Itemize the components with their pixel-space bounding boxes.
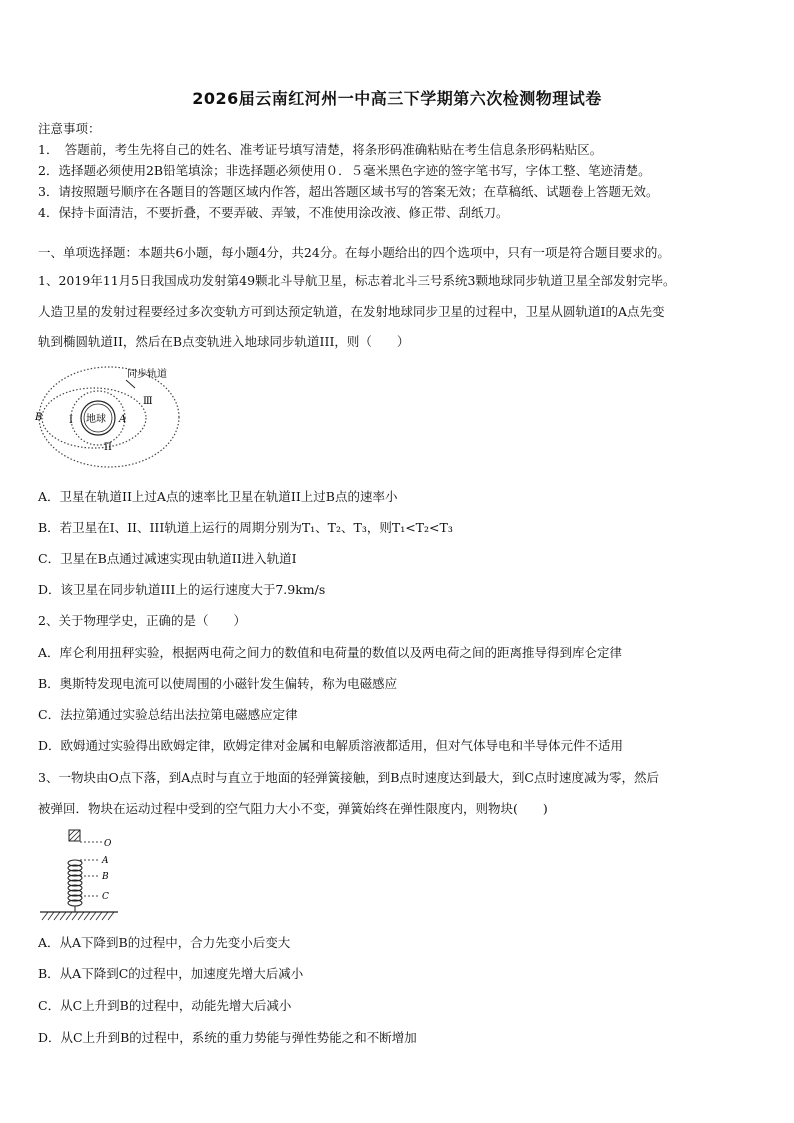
q3-option-d: D．从C上升到B的过程中，系统的重力势能与弹性势能之和不断增加 — [38, 1030, 417, 1045]
orbit-I-label: I — [69, 415, 73, 426]
point-A-label: A — [119, 414, 127, 425]
q2-option-d: D．欧姆通过实验得出欧姆定律，欧姆定律对金属和电解质溶液都适用，但对气体导电和半导体元件不适用 — [38, 738, 624, 753]
earth-label: 地球 — [86, 414, 106, 425]
level-C-label: C — [102, 892, 109, 902]
q3-stem-line-1: 3、一物块由O点下落，到A点时与直立于地面的轻弹簧接触，到B点时速度达到最大，到C点时速度减为零，然后 — [38, 770, 659, 785]
ground-hatch — [42, 912, 114, 920]
q1-option-c: C．卫星在B点通过减速实现由轨道II进入轨道I — [38, 551, 297, 566]
q1-option-b: B．若卫星在I、II、III轨道上运行的周期分别为T₁、T₂、T₃，则T₁<T₂<T₃ — [38, 520, 453, 535]
q3-option-c: C．从C上升到B的过程中，动能先增大后减小 — [38, 998, 292, 1013]
q2-stem: 2、关于物理学史，正确的是（ ） — [38, 613, 246, 628]
q2-option-a: A．库仑利用扭秤实验，根据两电荷之间力的数值和电荷量的数值以及两电荷之间的距离推导得到库仑定律 — [38, 645, 623, 660]
q3-option-a: A．从A下降到B的过程中，合力先变小后变大 — [38, 935, 291, 950]
orbit-III-label: Ⅲ — [143, 396, 153, 407]
spring-diagram — [36, 826, 146, 926]
notice-item-1: 1． 答题前，考生先将自己的姓名、准考证号填写清楚，将条形码准确粘贴在考生信息条形码粘贴区。 — [38, 142, 603, 157]
notice-item-2: 2．选择题必须使用2B铅笔填涂；非选择题必须使用０．５毫米黑色字迹的签字笔书写，字体工整、笔迹清楚。 — [38, 163, 651, 178]
notice-item-3: 3．请按照题号顺序在各题目的答题区域内作答，超出答题区域书写的答案无效；在草稿纸、试题卷上答题无效。 — [38, 184, 659, 199]
sync-orbit-label: 同步轨道 — [127, 369, 167, 380]
q1-option-d: D．该卫星在同步轨道III上的运行速度大于7.9km/s — [38, 582, 326, 597]
level-A-label: A — [102, 856, 109, 866]
q1-stem-line-3: 轨到椭圆轨道II，然后在B点变轨进入地球同步轨道III，则（ ） — [38, 334, 410, 349]
exam-title: 2026届云南红河州一中高三下学期第六次检测物理试卷 — [192, 89, 602, 108]
sync-orbit-pointer — [126, 380, 135, 388]
q2-option-c: C．法拉第通过实验总结出法拉第电磁感应定律 — [38, 707, 298, 722]
notice-item-4: 4．保持卡面清洁，不要折叠，不要弄破、弄皱，不准使用涂改液、修正带、刮纸刀。 — [38, 205, 509, 220]
q3-option-b: B．从A下降到C的过程中，加速度先增大后减小 — [38, 966, 304, 981]
block-hatch — [69, 830, 80, 841]
q2-option-b: B．奥斯特发现电流可以使周围的小磁针发生偏转，称为电磁感应 — [38, 676, 398, 691]
q1-option-a: A．卫星在轨道II上过A点的速率比卫星在轨道II上过B点的速率小 — [38, 489, 398, 504]
q3-stem-line-2: 被弹回．物块在运动过程中受到的空气阻力大小不变，弹簧始终在弹性限度内，则物块( ) — [38, 801, 548, 816]
orbit-diagram — [34, 362, 184, 472]
q1-stem-line-2: 人造卫星的发射过程要经过多次变轨方可到达预定轨道，在发射地球同步卫星的过程中，卫星从圆轨道I的A点先变 — [38, 304, 665, 319]
point-B-label: B — [35, 412, 43, 423]
q1-stem-line-1: 1、2019年11月5日我国成功发射第49颗北斗导航卫星，标志着北斗三号系统3颗地球同步轨道卫星全部发射完毕。 — [38, 273, 676, 288]
section-heading: 一、单项选择题：本题共6小题，每小题4分，共24分。在每小题给出的四个选项中，只有一项是符合题目要求的。 — [38, 245, 670, 260]
level-B-label: B — [102, 872, 109, 882]
spring-coil — [68, 860, 82, 912]
level-O-label: O — [104, 839, 112, 849]
notice-heading: 注意事项： — [38, 121, 101, 136]
orbit-II-label: II — [104, 442, 112, 453]
